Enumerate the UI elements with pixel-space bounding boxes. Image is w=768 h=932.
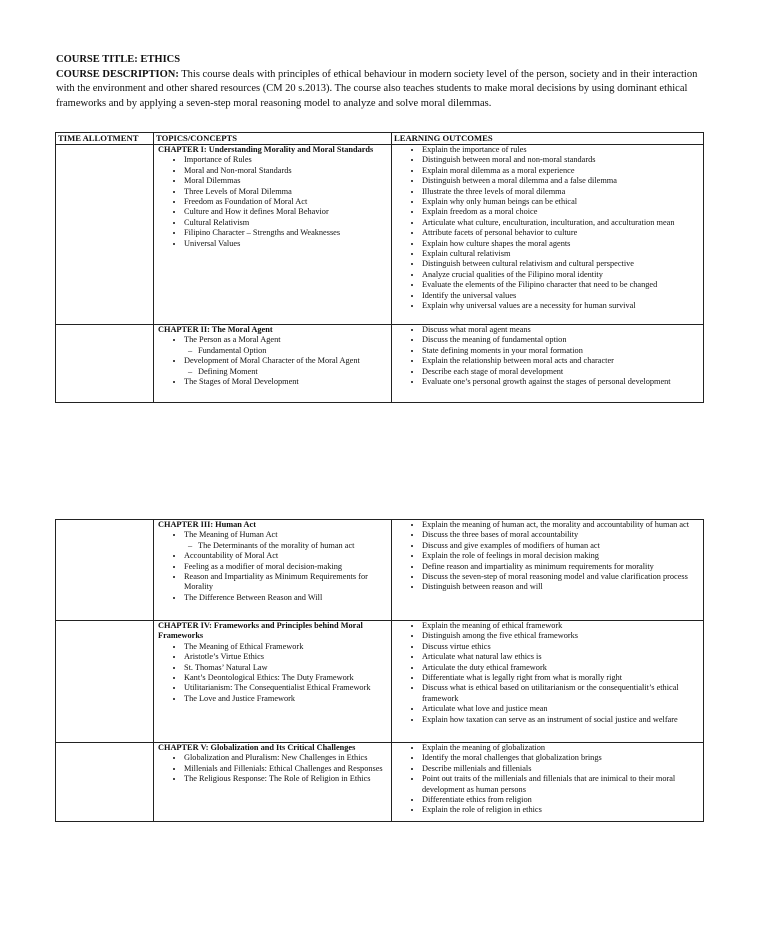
list-item: • Differentiate ethics from religion	[422, 795, 701, 805]
list-item: • Millenials and Fillenials: Ethical Challenges and Responses	[184, 764, 389, 774]
topics-cell	[154, 325, 392, 403]
time-cell	[56, 325, 154, 403]
list-item: • Distinguish between cultural relativism and cultural perspective	[422, 259, 701, 269]
list-item: • Distinguish among the five ethical frameworks	[422, 631, 701, 641]
list-item: • Distinguish between a moral dilemma and a false dilemma	[422, 176, 701, 186]
list-item: – The Determinants of the morality of human act	[198, 541, 389, 551]
list-item: • Reason and Impartiality as Minimum Requirements for Morality	[184, 572, 389, 593]
table-header-row	[56, 133, 704, 145]
list-item: • Articulate what culture, enculturation, inculturation, and acculturation mean	[422, 218, 701, 228]
list-item: • Filipino Character – Strengths and Weaknesses	[184, 228, 389, 238]
sub-topic-list	[184, 367, 389, 377]
list-item: • Development of Moral Character of the Moral Agent – Defining Moment	[184, 356, 389, 377]
table-row	[56, 520, 704, 621]
list-item: • The Stages of Moral Development	[184, 377, 389, 387]
column-header-time: TIME ALLOTMENT	[56, 133, 154, 145]
list-item: • Explain the importance of rules	[422, 145, 701, 155]
list-item: • Universal Values	[184, 239, 389, 249]
list-item: • Utilitarianism: The Consequentialist Ethical Framework	[184, 683, 389, 693]
list-item: • Importance of Rules	[184, 155, 389, 165]
list-item: • The Meaning of Human Act – The Determinants of the morality of human act	[184, 530, 389, 551]
list-item: • State defining moments in your moral formation	[422, 346, 701, 356]
list-item: • Point out traits of the millenials and fillenials that are inimical to their moral development as human persons	[422, 774, 701, 795]
list-item: • Cultural Relativism	[184, 218, 389, 228]
list-item: • Feeling as a modifier of moral decision-making	[184, 562, 389, 572]
topic-list	[156, 335, 389, 387]
list-item: • Aristotle’s Virtue Ethics	[184, 652, 389, 662]
course-description: COURSE DESCRIPTION: This course deals with principles of ethical behaviour in modern society level of the person, society and in their interaction with the environment and other shared resources (CM 20 s.2013). The course also teaches students to make moral decisions by using dominant ethical frameworks and by applying a seven-step moral reasoning model to analyze and solve moral dilemmas.	[56, 68, 698, 109]
list-item: • Explain why only human beings can be ethical	[422, 197, 701, 207]
topics-cell	[154, 621, 392, 743]
time-cell	[56, 743, 154, 822]
list-item: • Attribute facets of personal behavior to culture	[422, 228, 701, 238]
list-item: • Discuss the meaning of fundamental option	[422, 335, 701, 345]
list-item: • The Love and Justice Framework	[184, 694, 389, 704]
list-item: • St. Thomas’ Natural Law	[184, 663, 389, 673]
list-item: • Explain moral dilemma as a moral experience	[422, 166, 701, 176]
table-row	[56, 145, 704, 325]
list-item: • The Meaning of Ethical Framework	[184, 642, 389, 652]
outcomes-cell	[392, 145, 704, 325]
list-item: • Explain how taxation can serve as an instrument of social justice and welfare	[422, 715, 701, 725]
list-item: – Fundamental Option	[198, 346, 389, 356]
list-item: • Explain how culture shapes the moral agents	[422, 239, 701, 249]
list-item: • Distinguish between moral and non-moral standards	[422, 155, 701, 165]
list-item: • Explain the meaning of globalization	[422, 743, 701, 753]
list-item: • Explain the relationship between moral acts and character	[422, 356, 701, 366]
chapter-title: CHAPTER III: Human Act	[158, 520, 256, 529]
syllabus-table-2	[55, 519, 704, 822]
list-item: • The Person as a Moral Agent – Fundamental Option	[184, 335, 389, 356]
list-item: • Explain the role of religion in ethics	[422, 805, 701, 815]
outcomes-cell	[392, 621, 704, 743]
list-item: • Kant’s Deontological Ethics: The Duty Framework	[184, 673, 389, 683]
list-item: • Identify the universal values	[422, 291, 701, 301]
chapter-title: CHAPTER V: Globalization and Its Critical Challenges	[158, 743, 356, 752]
sub-topic-list	[184, 541, 389, 551]
list-item: • Accountability of Moral Act	[184, 551, 389, 561]
list-item: • Moral Dilemmas	[184, 176, 389, 186]
list-item: • Discuss virtue ethics	[422, 642, 701, 652]
list-item: • Evaluate one’s personal growth against the stages of personal development	[422, 377, 701, 387]
topic-list	[156, 753, 389, 784]
table-row	[56, 743, 704, 822]
list-item: • Differentiate what is legally right from what is morally right	[422, 673, 701, 683]
list-item: • Distinguish between reason and will	[422, 582, 701, 592]
list-item: • Discuss the seven-step of moral reasoning model and value clarification process	[422, 572, 701, 582]
list-item: • Discuss what moral agent means	[422, 325, 701, 335]
list-item: • Discuss what is ethical based on utilitarianism or the consequentialit’s ethical framework	[422, 683, 701, 704]
list-item: • Articulate what love and justice mean	[422, 704, 701, 714]
list-item: – Defining Moment	[198, 367, 389, 377]
list-item: • Identify the moral challenges that globalization brings	[422, 753, 701, 763]
table-row	[56, 325, 704, 403]
list-item: • Explain freedom as a moral choice	[422, 207, 701, 217]
list-item: • Discuss and give examples of modifiers of human act	[422, 541, 701, 551]
list-item: • Freedom as Foundation of Moral Act	[184, 197, 389, 207]
list-item: • The Difference Between Reason and Will	[184, 593, 389, 603]
time-cell	[56, 145, 154, 325]
outcomes-cell	[392, 743, 704, 822]
sub-topic-list	[184, 346, 389, 356]
outcome-list	[394, 145, 701, 312]
course-title: COURSE TITLE: ETHICS	[56, 54, 181, 65]
outcomes-cell	[392, 325, 704, 403]
outcome-list	[394, 621, 701, 725]
list-item: • Explain the meaning of human act, the morality and accountability of human act	[422, 520, 701, 530]
list-item: • Evaluate the elements of the Filipino character that need to be changed	[422, 280, 701, 290]
list-item: • Discuss the three bases of moral accountability	[422, 530, 701, 540]
list-item: • Explain the role of feelings in moral decision making	[422, 551, 701, 561]
list-item: • Explain cultural relativism	[422, 249, 701, 259]
time-cell	[56, 621, 154, 743]
list-item: • Explain why universal values are a necessity for human survival	[422, 301, 701, 311]
table-row	[56, 621, 704, 743]
list-item: • Culture and How it defines Moral Behavior	[184, 207, 389, 217]
outcome-list	[394, 520, 701, 593]
list-item: • Illustrate the three levels of moral dilemma	[422, 187, 701, 197]
topic-list	[156, 642, 389, 704]
topics-cell	[154, 145, 392, 325]
chapter-title: CHAPTER I: Understanding Morality and Moral Standards	[158, 145, 374, 154]
time-cell	[56, 520, 154, 621]
list-item: • Analyze crucial qualities of the Filipino moral identity	[422, 270, 701, 280]
column-header-topics: TOPICS/CONCEPTS	[154, 133, 392, 145]
list-item: • Globalization and Pluralism: New Challenges in Ethics	[184, 753, 389, 763]
list-item: • Articulate what natural law ethics is	[422, 652, 701, 662]
list-item: • Describe millenials and fillenials	[422, 764, 701, 774]
list-item: • Explain the meaning of ethical framework	[422, 621, 701, 631]
list-item: • Define reason and impartiality as minimum requirements for morality	[422, 562, 701, 572]
syllabus-table-1	[55, 132, 704, 403]
list-item: • The Religious Response: The Role of Religion in Ethics	[184, 774, 389, 784]
topic-list	[156, 155, 389, 249]
list-item: • Articulate the duty ethical framework	[422, 663, 701, 673]
topics-cell	[154, 520, 392, 621]
topic-list	[156, 530, 389, 603]
outcomes-cell	[392, 520, 704, 621]
chapter-title: CHAPTER IV: Frameworks and Principles behind Moral Frameworks	[158, 621, 363, 641]
list-item: • Three Levels of Moral Dilemma	[184, 187, 389, 197]
chapter-title: CHAPTER II: The Moral Agent	[158, 325, 273, 334]
course-header	[56, 53, 716, 111]
outcome-list	[394, 325, 701, 387]
topics-cell	[154, 743, 392, 822]
column-header-outcomes: LEARNING OUTCOMES	[392, 133, 704, 145]
list-item: • Describe each stage of moral development	[422, 367, 701, 377]
outcome-list	[394, 743, 701, 816]
list-item: • Moral and Non-moral Standards	[184, 166, 389, 176]
